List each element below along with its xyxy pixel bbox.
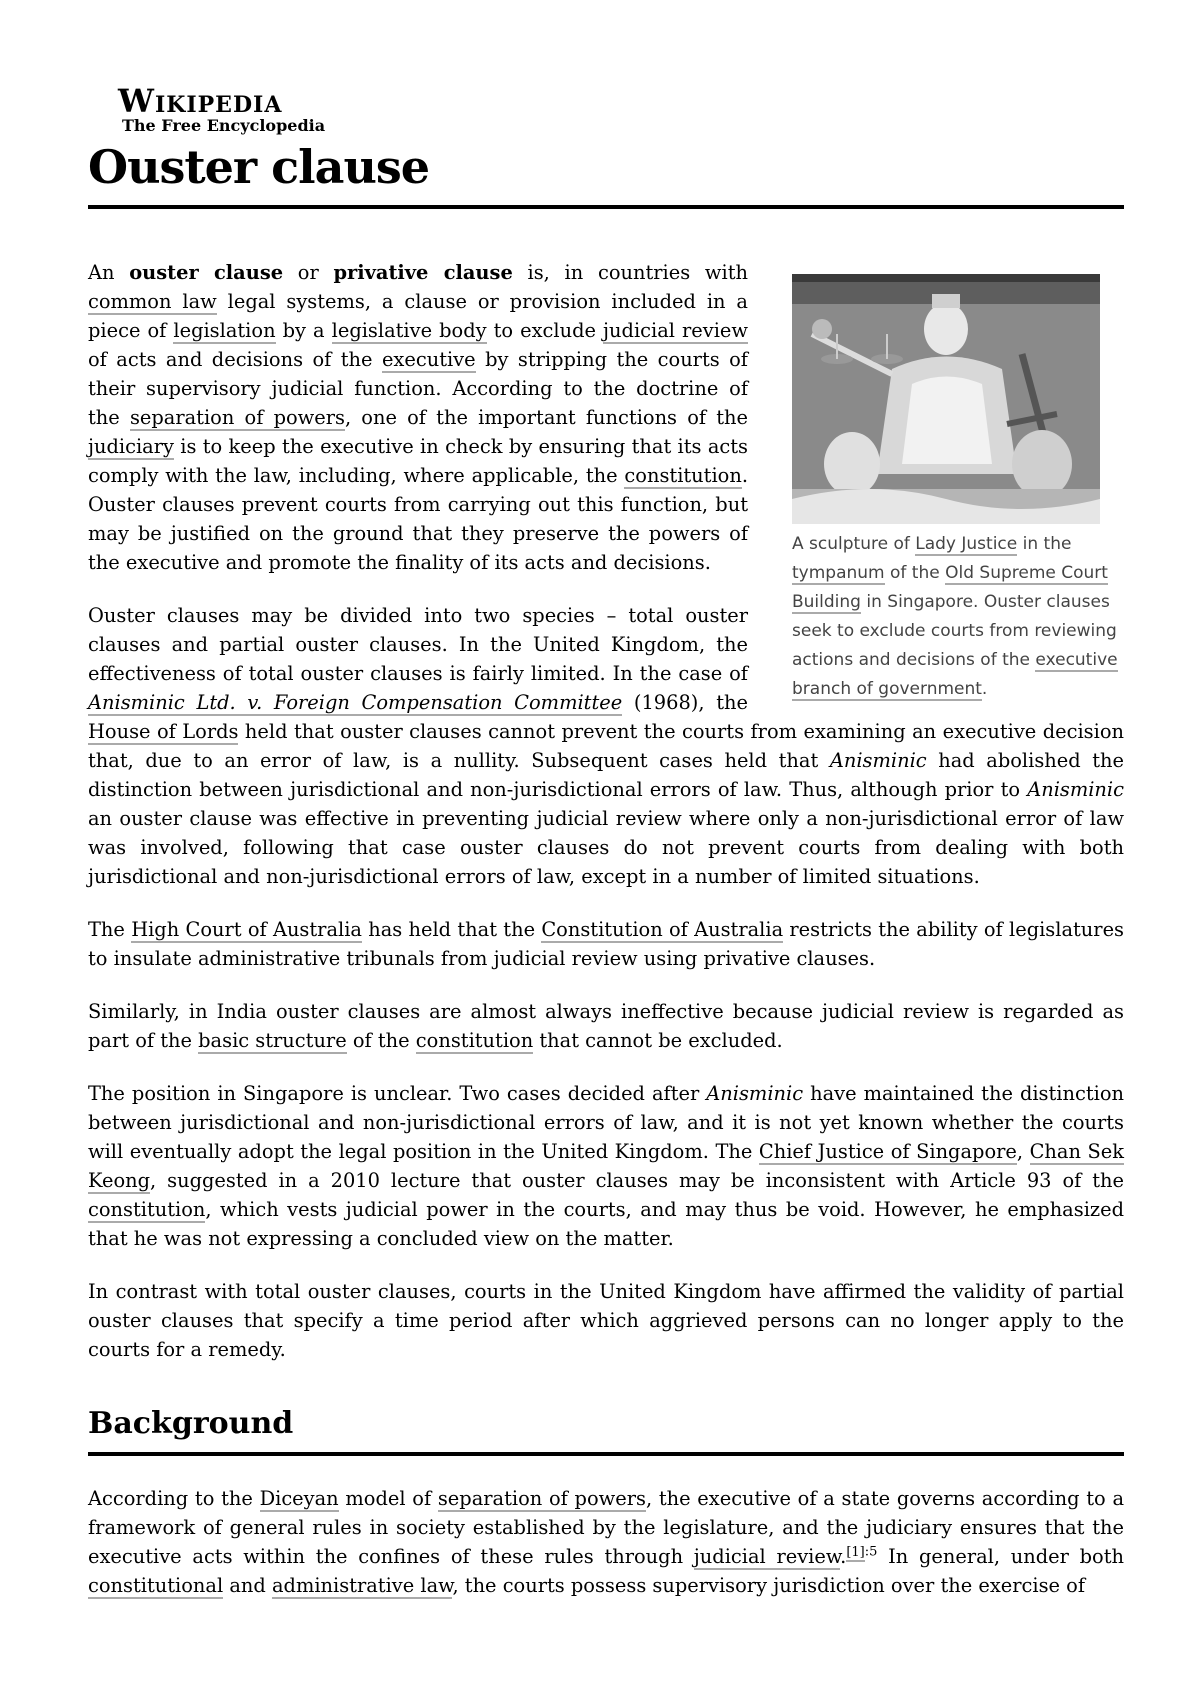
link-chan-sek-keong[interactable]: Chan Sek Keong	[88, 1140, 1125, 1192]
link-administrative-law[interactable]: administrative law	[271, 1574, 453, 1597]
text: have maintained the distinction between jurisdictional and non-jurisdictional errors of law, and it is not yet known whether the courts will eventually adopt the legal position in the United Kingdom. The	[88, 1082, 1125, 1163]
link-legislation[interactable]: legislation	[173, 319, 276, 342]
link-high-court-of-australia[interactable]: High Court of Australia	[131, 918, 362, 941]
sculpture-photo-icon	[792, 274, 1100, 524]
text: or	[283, 261, 334, 284]
italic-term: Anisminic	[829, 749, 927, 772]
text: an ouster clause was effective in preventing judicial review where only a non-jurisdictional error of law was involved, following that case ouster clauses do not prevent courts from dealing with both jurisdictional and non-jurisdictional errors of law, except in a number of limited situations.	[88, 807, 1124, 888]
section-divider	[88, 1452, 1124, 1456]
link-judicial-review[interactable]: judicial review	[603, 319, 749, 342]
link-constitutional[interactable]: constitutional	[88, 1574, 224, 1597]
caption-text: in the	[1017, 534, 1072, 554]
link-judiciary[interactable]: judiciary	[88, 435, 174, 458]
bold-term: privative clause	[333, 261, 513, 284]
text: had abolished the distinction between jurisdictional and non-jurisdictional errors of law. Thus, although prior to	[88, 749, 1124, 801]
text: is, in countries with	[512, 261, 748, 284]
text: Ouster clauses may be divided into two species – total ouster clauses and partial ouster clauses. In the United Kingdom, the effectiveness of total ouster clauses is fairly limited. In the case of	[88, 604, 748, 685]
text: of the	[346, 1029, 416, 1052]
caption-text: A sculpture of	[792, 534, 916, 554]
citation-link[interactable]: [1]	[846, 1544, 865, 1560]
citation-page: :5	[864, 1544, 878, 1560]
text: .	[840, 1545, 847, 1568]
article-body	[88, 258, 1124, 1624]
wikipedia-logo[interactable]	[118, 84, 325, 135]
paragraph-partial	[88, 1277, 1124, 1364]
link-chief-justice-singapore[interactable]: Chief Justice of Singapore	[758, 1140, 1017, 1163]
text: to exclude	[486, 319, 604, 342]
text: by a	[275, 319, 332, 342]
link-basic-structure[interactable]: basic structure	[198, 1029, 347, 1052]
text: of acts and decisions of the	[88, 348, 382, 371]
text: ,	[1016, 1140, 1030, 1163]
text: In contrast with total ouster clauses, courts in the United Kingdom have affirmed the validity of partial ouster clauses that specify a time period after which aggrieved persons can no longer apply to the courts for a remedy.	[88, 1280, 1124, 1361]
paragraph-background	[88, 1484, 1124, 1600]
title-divider	[88, 205, 1124, 209]
page-title: Ouster clause	[88, 140, 430, 194]
logo-wordmark: Wikipedia	[118, 82, 283, 120]
link-judicial-review-2[interactable]: judicial review	[693, 1545, 841, 1568]
caption-text: .	[981, 679, 988, 699]
logo-tagline: The Free Encyclopedia	[122, 116, 326, 135]
link-lady-justice[interactable]: Lady Justice	[915, 534, 1018, 554]
link-executive-branch[interactable]: executive branch of government	[792, 650, 1118, 699]
link-diceyan[interactable]: Diceyan	[259, 1487, 339, 1510]
caption-text: of the	[884, 563, 946, 583]
text: held that ouster clauses cannot prevent the courts from examining an executive decision that, due to an error of law, is a nullity. Subsequent cases held that	[88, 720, 1124, 772]
paragraph-india	[88, 997, 1124, 1055]
link-constitution-india[interactable]: constitution	[415, 1029, 534, 1052]
text: In general, under both	[877, 1545, 1124, 1568]
paragraph-singapore	[88, 1079, 1124, 1253]
text: has held that the	[361, 918, 542, 941]
link-separation-of-powers-2[interactable]: separation of powers	[437, 1487, 646, 1510]
section-heading-background: Background	[88, 1406, 294, 1441]
text: model of	[338, 1487, 438, 1510]
text: is to keep the executive in check by ensuring that its acts comply with the law, including, where applicable, the	[88, 435, 748, 487]
link-old-supreme-court[interactable]: Old Supreme Court Building	[792, 563, 1108, 612]
text: . Ouster clauses prevent courts from carrying out this function, but may be justified on the ground that they preserve the powers of the executive and promote the finality of its acts and decisions.	[88, 464, 748, 574]
link-house-of-lords[interactable]: House of Lords	[88, 720, 239, 743]
italic-term: Anisminic	[1027, 778, 1124, 801]
text: legal systems, a clause or provision included in a piece of	[88, 290, 748, 342]
paragraph-australia	[88, 915, 1124, 973]
link-constitution-singapore[interactable]: constitution	[88, 1198, 206, 1221]
text: , the executive of a state governs according to a framework of general rules in society established by the legislature, and the judiciary ensures that the executive acts within the confines of these rules through	[88, 1487, 1125, 1568]
text: The	[88, 918, 132, 941]
link-executive[interactable]: executive	[381, 348, 476, 371]
text: (1968), the	[622, 691, 748, 714]
figure-caption	[792, 530, 1122, 704]
italic-term: Anisminic	[706, 1082, 804, 1105]
link-separation-of-powers[interactable]: separation of powers	[129, 406, 345, 429]
lady-justice-image[interactable]	[792, 274, 1100, 524]
text: , the courts possess supervisory jurisdiction over the exercise of	[452, 1574, 1086, 1597]
caption-text: in Singapore. Ouster clauses seek to exclude courts from reviewing actions and decisions of the	[792, 592, 1117, 670]
figure	[784, 274, 1124, 704]
text: An	[88, 261, 130, 284]
link-common-law[interactable]: common law	[88, 290, 217, 313]
link-constitution[interactable]: constitution	[624, 464, 742, 487]
text: , suggested in a 2010 lecture that ouster clauses may be inconsistent with Article 93 of the	[150, 1169, 1124, 1192]
link-constitution-of-australia[interactable]: Constitution of Australia	[541, 918, 784, 941]
link-tympanum[interactable]: tympanum	[792, 563, 885, 583]
text: According to the	[88, 1487, 260, 1510]
text: that cannot be excluded.	[533, 1029, 783, 1052]
text: The position in Singapore is unclear. Two cases decided after	[88, 1082, 707, 1105]
link-legislative-body[interactable]: legislative body	[331, 319, 487, 342]
citation-ref[interactable]	[846, 1545, 877, 1562]
text: Similarly, in India ouster clauses are almost always ineffective because judicial review is regarded as part of the	[88, 1000, 1124, 1052]
text: , one of the important functions of the	[344, 406, 748, 429]
text: , which vests judicial power in the courts, and may thus be void. However, he emphasized that he was not expressing a concluded view on the matter.	[88, 1198, 1124, 1250]
text: and	[223, 1574, 272, 1597]
bold-term: ouster clause	[129, 261, 284, 284]
link-anisminic-case[interactable]: Anisminic Ltd. v. Foreign Compensation Committee	[88, 691, 623, 714]
text: restricts the ability of legislatures to insulate administrative tribunals from judicial review using privative clauses.	[88, 918, 1124, 970]
text: by stripping the courts of their supervisory judicial function. According to the doctrine of the	[88, 348, 748, 429]
